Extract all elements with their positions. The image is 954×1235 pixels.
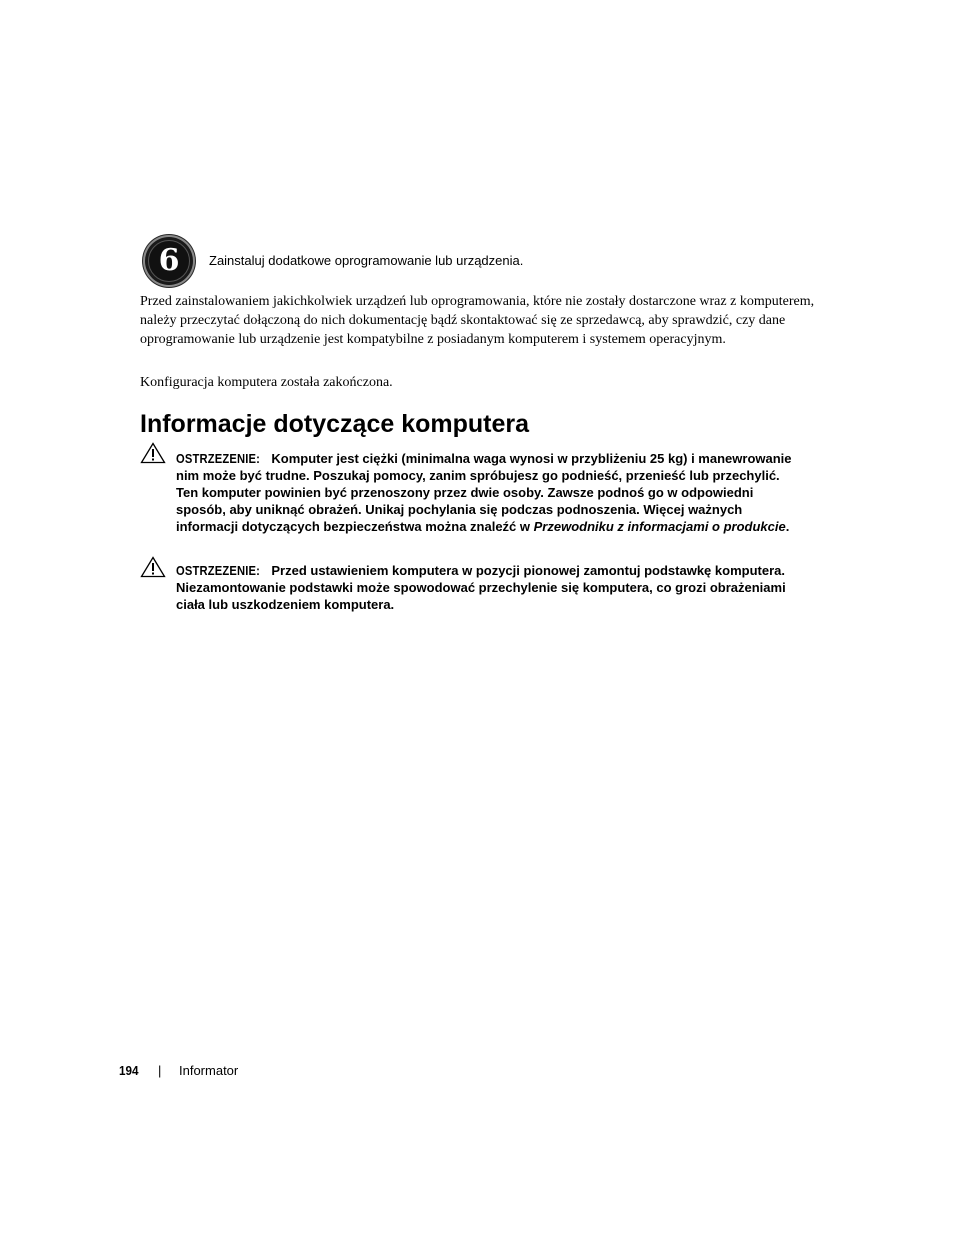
product-info-guide-reference: Przewodniku z informacjami o produkcie bbox=[533, 519, 786, 534]
warning-heavy-computer bbox=[176, 450, 796, 535]
step-number: 6 bbox=[148, 240, 190, 282]
completion-paragraph: Konfiguracja komputera została zakończona. bbox=[140, 375, 393, 390]
warning-body: Komputer jest ciężki (minimalna waga wynosi w przybliżeniu 25 kg) i manewrowanie nim może być trudne. Poszukaj pomocy, zanim spróbujesz go podnieść, przenieść lub przechylić. Ten komputer powinien być przenoszony przez dwie osoby. Zawsze podnoś go w odpowiedni sposób, aby uniknąć obrażeń. Unikaj pochylania się podczas podnoszenia. Więcej ważnych informacji dotyczących bezpieczeństwa można znaleźć w bbox=[176, 451, 792, 534]
step-6-badge-icon bbox=[145, 237, 193, 285]
footer-document-title: Informator bbox=[179, 1063, 239, 1078]
page-number: 194 bbox=[119, 1063, 139, 1078]
warning-body: Przed ustawieniem komputera w pozycji pionowej zamontuj podstawkę komputera. Niezamontowanie podstawki może spowodować przechylenie się komputera, co grozi obrażeniami ciała lub uszkodzeniem komputera. bbox=[176, 563, 786, 612]
section-title: Informacje dotyczące komputera bbox=[140, 410, 530, 438]
warning-label: OSTRZEZENIE: bbox=[176, 563, 261, 578]
warning-label: OSTRZEZENIE: bbox=[176, 451, 261, 466]
intro-paragraph: Przed zainstalowaniem jakichkolwiek urządzeń lub oprogramowania, które nie zostały dostarczone wraz z komputerem, należy przeczytać dołączoną do nich dokumentację bądź skontaktować się ze sprzedawcą, aby sprawdzić, czy dane oprogramowanie lub urządzenie jest kompatybilne z posiadanym komputerem i systemem operacyjnym. bbox=[140, 294, 815, 347]
warning-triangle-icon bbox=[140, 556, 166, 578]
step-instruction: Zainstaluj dodatkowe oprogramowanie lub urządzenia. bbox=[209, 253, 524, 268]
warning-triangle-icon bbox=[140, 442, 166, 464]
footer-separator: | bbox=[158, 1063, 162, 1078]
warning-end-punctuation: . bbox=[785, 519, 790, 534]
warning-install-stand bbox=[176, 562, 796, 613]
